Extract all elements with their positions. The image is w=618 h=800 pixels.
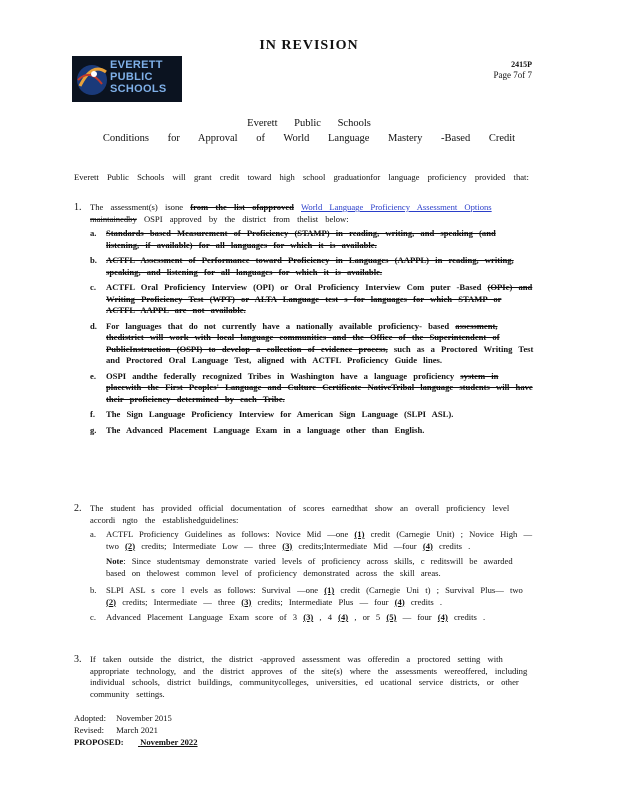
list-item: a. ACTFL Proficiency Guidelines as follows: Novice Mid —one (1) credit (Carnegie Unit) ; Novice High — two (2) credits; Intermediate Low — three (3) credits;Intermediate Mid —four (4) credits . — [90, 529, 533, 551]
policy-code: 2415P — [511, 60, 532, 69]
list-item: b. ACTFL Assessment of Performance toward Proficiency in Languages (AAPPL) in reading, writing, speaking, and listening for all languages for which it is available. — [90, 255, 514, 277]
list-item: b. SLPI ASL s core l evels as follows: Survival —one (1) credit (Carnegie Uni t) ; Survival Plus— two (2) credits; Intermediate — three (3) credits; Intermediate Plus — four (4) credits . — [90, 585, 523, 607]
section-number: 2. — [74, 503, 82, 514]
intro-paragraph: Everett Public Schools will grant credit toward high school graduationfor language proficiency provided that: — [74, 172, 529, 182]
page-number: Page 7of 7 — [493, 70, 532, 80]
list-item: e. OSPI andthe federally recognized Tribes in Washington have a language proficiency system in placewith the First Peoples' Language and Culture Certificate NativeTribal language students will have their proficiency determined by each Tribe. — [90, 370, 533, 404]
section-2 — [74, 503, 534, 628]
section-1 — [74, 202, 534, 440]
document-title — [0, 116, 618, 146]
logo-text-public: PUBLIC — [110, 71, 153, 83]
list-item: f. The Sign Language Proficiency Interview for American Sign Language (SLPI ASL). — [90, 409, 454, 419]
section-1-lead: The assessment(s) isone from the list ofapproved World Language Proficiency Assessment Options maintainedby OSPI approved by the district from thelist below: — [90, 202, 492, 224]
proficiency-note: Note: Since studentsmay demonstrate varied levels of proficiency across skills, c reditswill be awarded based on thelowest common level of proficiency demonstrated across the skill areas. — [106, 556, 513, 578]
title-line-1: Everett Public Schools — [247, 118, 371, 129]
section-2-lead: The student has provided official documentation of scores earnedthat show an overall proficiency level accordi ngto the establishedguidelines: — [90, 503, 510, 525]
proposed-line: PROPOSED: November 2022 — [74, 737, 198, 747]
logo-text-everett: EVERETT — [110, 59, 163, 71]
logo-emblem-icon — [72, 56, 112, 102]
revision-banner: IN REVISION — [259, 38, 359, 53]
list-item: d. For languages that do not currently have a nationally available proficiency- based assessment, thedistrict will work with local language communities and the Office of the Superintendent of PublicInstruction (OSPI) to develop a collection of evidence process, such as a Proctored Writing Test and Proctored Oral Language Test, aligned with ACTFL Proficiency Guide lines. — [90, 320, 534, 365]
section-3 — [74, 654, 534, 700]
revision-history — [74, 712, 198, 748]
adopted-line: Adopted: November 2015 — [74, 713, 172, 723]
logo-text-schools: SCHOOLS — [110, 83, 167, 95]
page-header-info — [494, 60, 533, 80]
district-logo — [72, 56, 182, 102]
section-number: 3. — [74, 654, 82, 665]
section-3-text: If taken outside the district, the district -approved assessment was offeredin a proctored setting with appropriate technology, and the district approves of the site(s) where the assessments wereoffered, including individual schools, district buildings, communitycolleges, universities, ed ucational service districts, or other community settings. — [90, 654, 528, 699]
section-1-list — [90, 228, 534, 436]
title-line-2: Conditions for Approval of World Language Mastery -Based Credit — [102, 133, 516, 144]
list-item: g. The Advanced Placement Language Exam in a language other than English. — [90, 424, 425, 435]
assessment-options-link[interactable]: World Language Proficiency Assessment Options — [300, 202, 492, 212]
list-item: c. Advanced Placement Language Exam score of 3 (3) , 4 (4) , or 5 (5) — four (4) credits . — [90, 612, 486, 622]
revised-line: Revised: March 2021 — [74, 725, 158, 735]
section-number: 1. — [74, 202, 82, 213]
list-item: c. ACTFL Oral Proficiency Interview (OPI) or Oral Proficiency Interview Com puter -Based (OPIc) and Writing Proficiency Test (WPT) or ALTA Language test s for languages for which STAMP or ACTFL AAPPL are not available. — [90, 282, 533, 315]
list-item: a. Standards based Measurement of Proficiency (STAMP) in reading, writing, and speaking (and listening, if available) for all languages for which it is available. — [90, 228, 496, 250]
section-2-list — [90, 529, 534, 624]
